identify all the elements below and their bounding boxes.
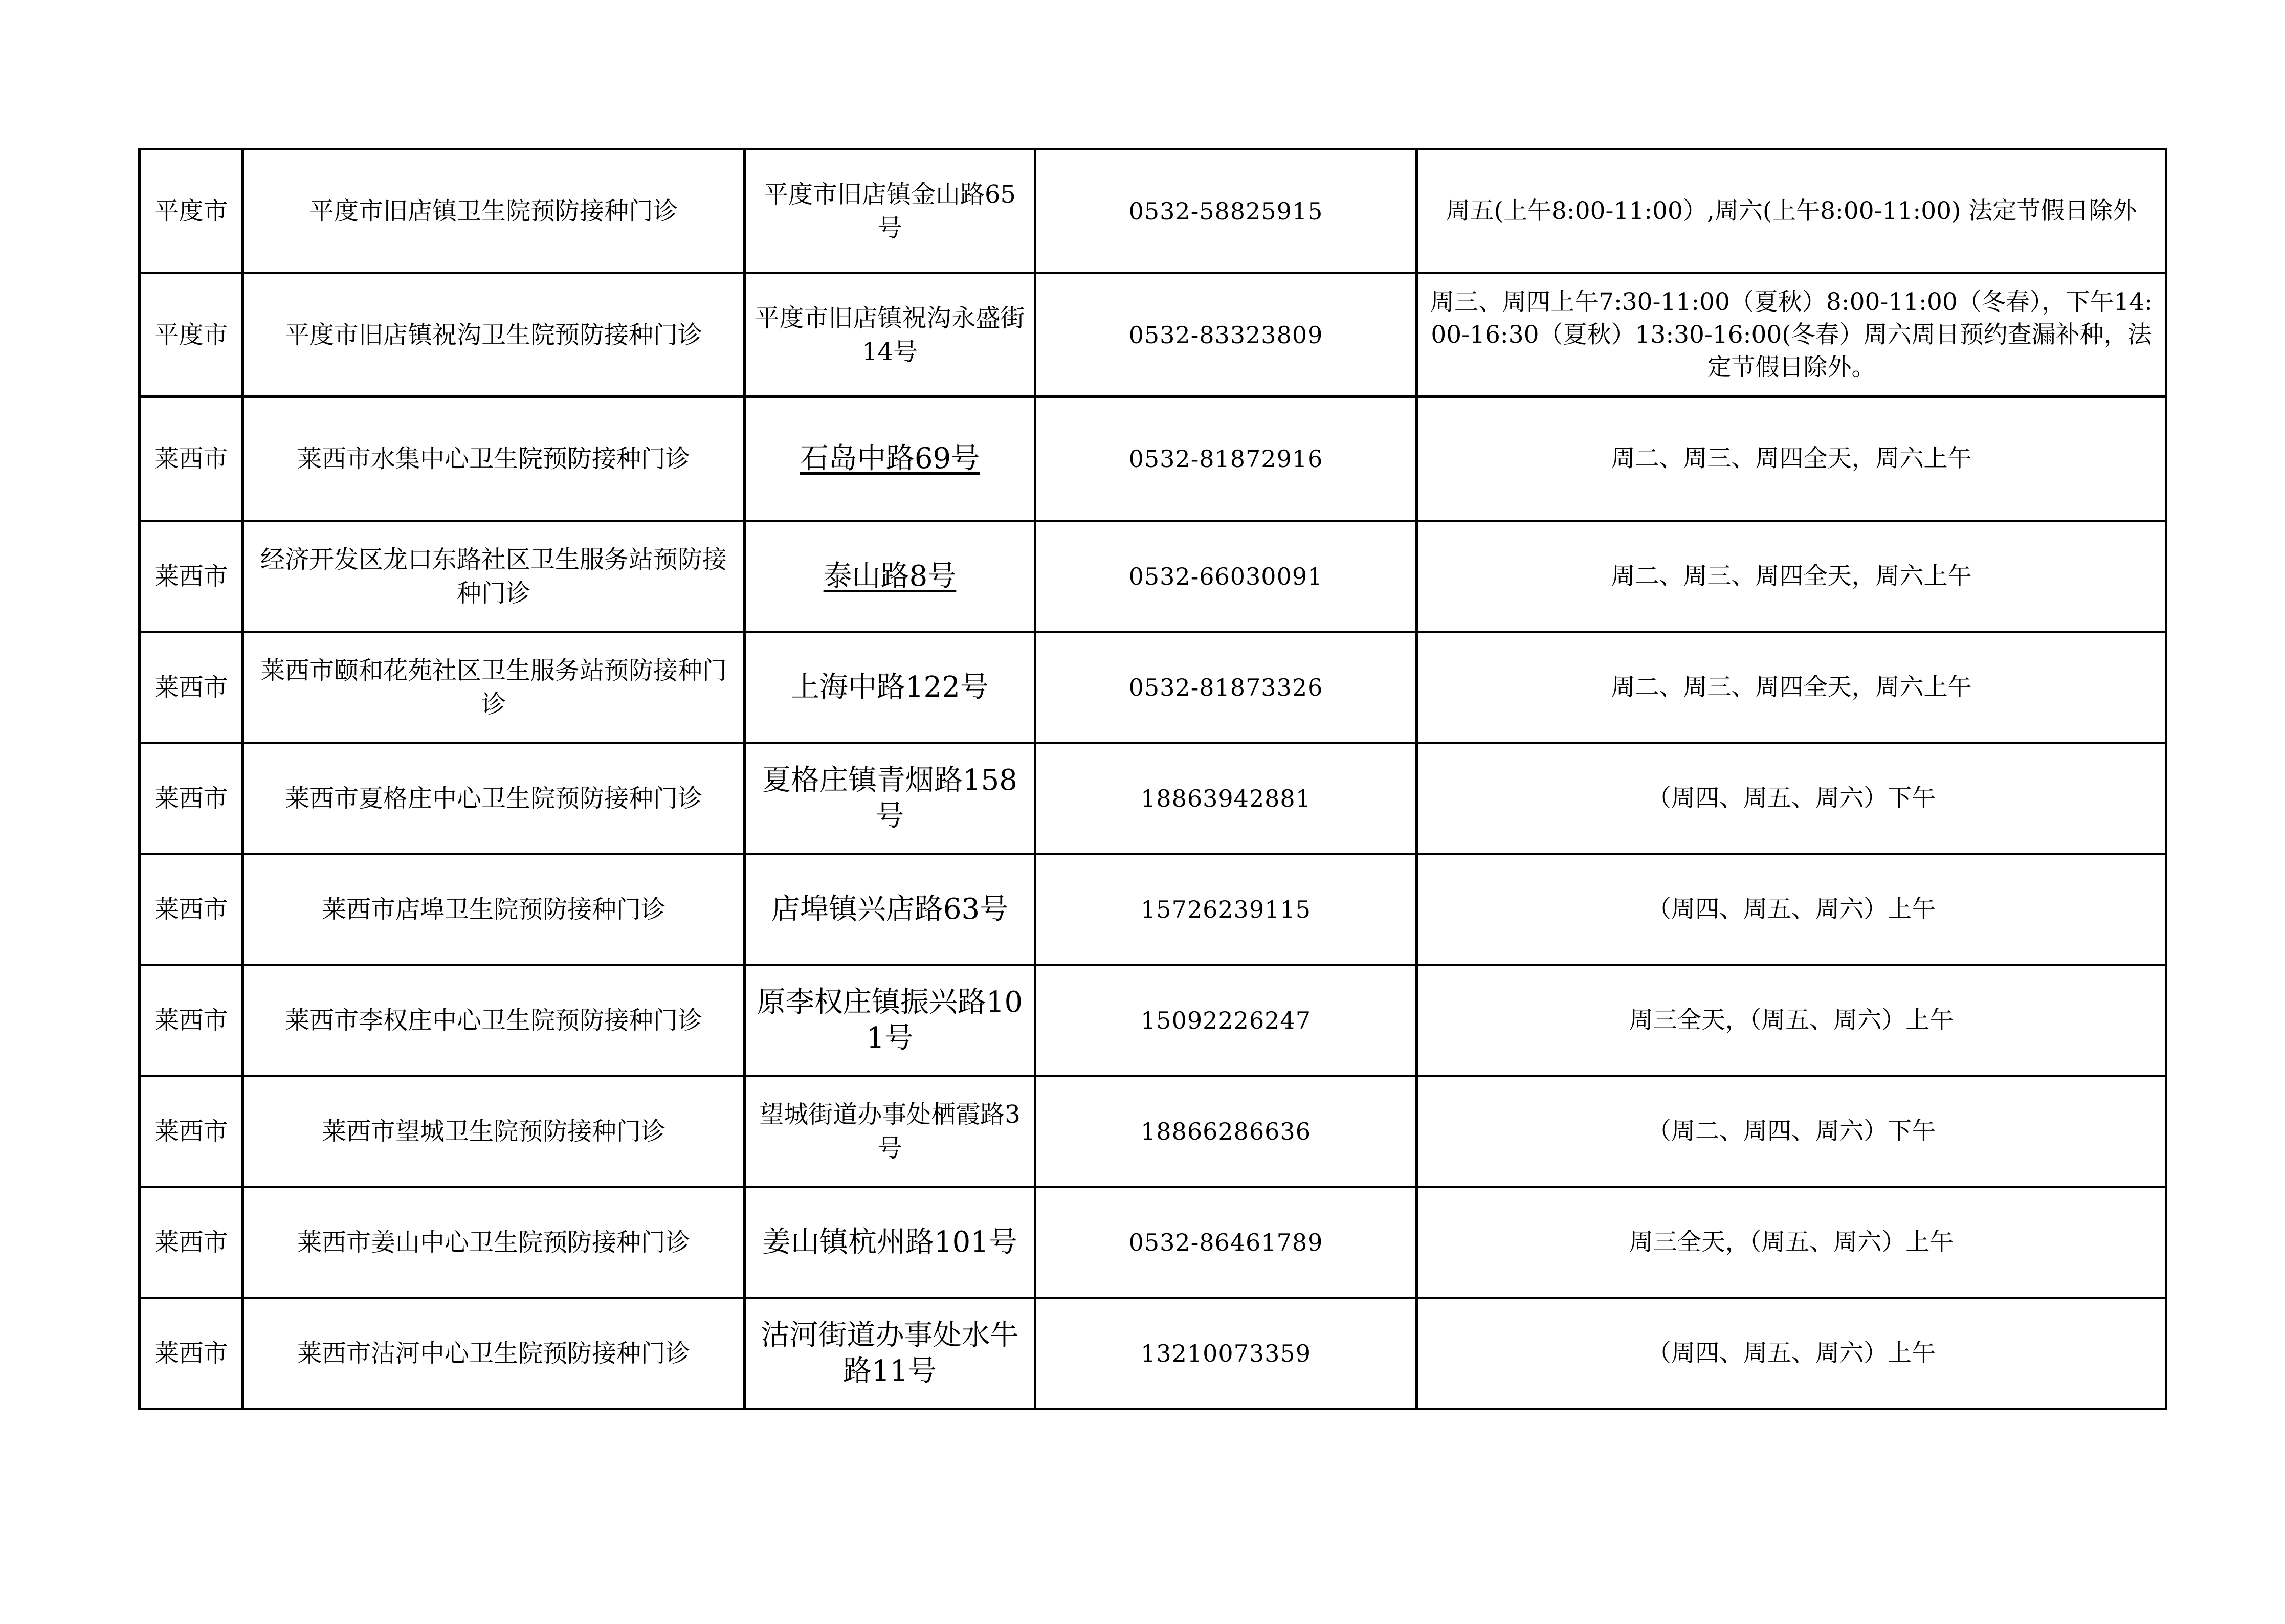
address-cell: 姜山镇杭州路101号 [745,1187,1035,1298]
phone-cell: 0532-81873326 [1035,632,1417,743]
city-cell: 平度市 [140,149,243,273]
address-cell: 上海中路122号 [745,632,1035,743]
address-text: 石岛中路69号 [800,442,980,475]
phone-cell: 15726239115 [1035,854,1417,965]
city-cell: 莱西市 [140,965,243,1076]
table-row [140,521,2166,632]
address-cell: 平度市旧店镇祝沟永盛街14号 [745,273,1035,397]
phone-cell: 15092226247 [1035,965,1417,1076]
table-row [140,854,2166,965]
clinic-name-cell: 莱西市沽河中心卫生院预防接种门诊 [243,1298,745,1409]
clinic-name-cell: 经济开发区龙口东路社区卫生服务站预防接种门诊 [243,521,745,632]
clinic-name-cell: 平度市旧店镇卫生院预防接种门诊 [243,149,745,273]
hours-cell: 周二、周三、周四全天，周六上午 [1417,632,2166,743]
city-cell: 莱西市 [140,397,243,521]
city-cell: 莱西市 [140,632,243,743]
address-cell: 沽河街道办事处水牛路11号 [745,1298,1035,1409]
clinic-name-cell: 莱西市姜山中心卫生院预防接种门诊 [243,1187,745,1298]
clinic-name-cell: 平度市旧店镇祝沟卫生院预防接种门诊 [243,273,745,397]
clinic-name-cell: 莱西市店埠卫生院预防接种门诊 [243,854,745,965]
city-cell: 莱西市 [140,854,243,965]
table-row [140,1076,2166,1187]
phone-cell: 13210073359 [1035,1298,1417,1409]
address-text: 泰山路8号 [823,560,957,593]
table-row [140,149,2166,273]
hours-cell: 周三、周四上午7:30-11:00（夏秋）8:00-11:00（冬春），下午14:00-16:30（夏秋）13:30-16:00(冬春）周六周日预约查漏补种，法定节假日除外。 [1417,273,2166,397]
address-cell: 望城街道办事处栖霞路3号 [745,1076,1035,1187]
table-row [140,965,2166,1076]
address-cell: 店埠镇兴店路63号 [745,854,1035,965]
hours-cell: 周五(上午8:00-11:00）,周六(上午8:00-11:00) 法定节假日除外 [1417,149,2166,273]
city-cell: 莱西市 [140,743,243,854]
phone-cell: 18863942881 [1035,743,1417,854]
hours-cell: （周四、周五、周六）下午 [1417,743,2166,854]
address-cell [745,521,1035,632]
address-cell: 夏格庄镇青烟路158号 [745,743,1035,854]
hours-cell: （周四、周五、周六）上午 [1417,1298,2166,1409]
city-cell: 莱西市 [140,521,243,632]
clinic-table [138,148,2167,1410]
city-cell: 平度市 [140,273,243,397]
table-row [140,743,2166,854]
clinic-name-cell: 莱西市望城卫生院预防接种门诊 [243,1076,745,1187]
clinic-name-cell: 莱西市夏格庄中心卫生院预防接种门诊 [243,743,745,854]
address-cell: 平度市旧店镇金山路65号 [745,149,1035,273]
phone-cell: 0532-86461789 [1035,1187,1417,1298]
city-cell: 莱西市 [140,1187,243,1298]
clinic-name-cell: 莱西市李权庄中心卫生院预防接种门诊 [243,965,745,1076]
clinic-name-cell: 莱西市颐和花苑社区卫生服务站预防接种门诊 [243,632,745,743]
hours-cell: （周四、周五、周六）上午 [1417,854,2166,965]
address-cell: 原李权庄镇振兴路101号 [745,965,1035,1076]
phone-cell: 0532-81872916 [1035,397,1417,521]
table-row [140,632,2166,743]
hours-cell: 周二、周三、周四全天，周六上午 [1417,397,2166,521]
phone-cell: 0532-58825915 [1035,149,1417,273]
table-row [140,397,2166,521]
city-cell: 莱西市 [140,1298,243,1409]
hours-cell: （周二、周四、周六）下午 [1417,1076,2166,1187]
hours-cell: 周三全天，（周五、周六）上午 [1417,1187,2166,1298]
table-row [140,273,2166,397]
hours-cell: 周三全天，（周五、周六）上午 [1417,965,2166,1076]
hours-cell: 周二、周三、周四全天，周六上午 [1417,521,2166,632]
phone-cell: 0532-66030091 [1035,521,1417,632]
clinic-name-cell: 莱西市水集中心卫生院预防接种门诊 [243,397,745,521]
table-row [140,1187,2166,1298]
city-cell: 莱西市 [140,1076,243,1187]
table-row [140,1298,2166,1409]
address-cell [745,397,1035,521]
phone-cell: 0532-83323809 [1035,273,1417,397]
phone-cell: 18866286636 [1035,1076,1417,1187]
